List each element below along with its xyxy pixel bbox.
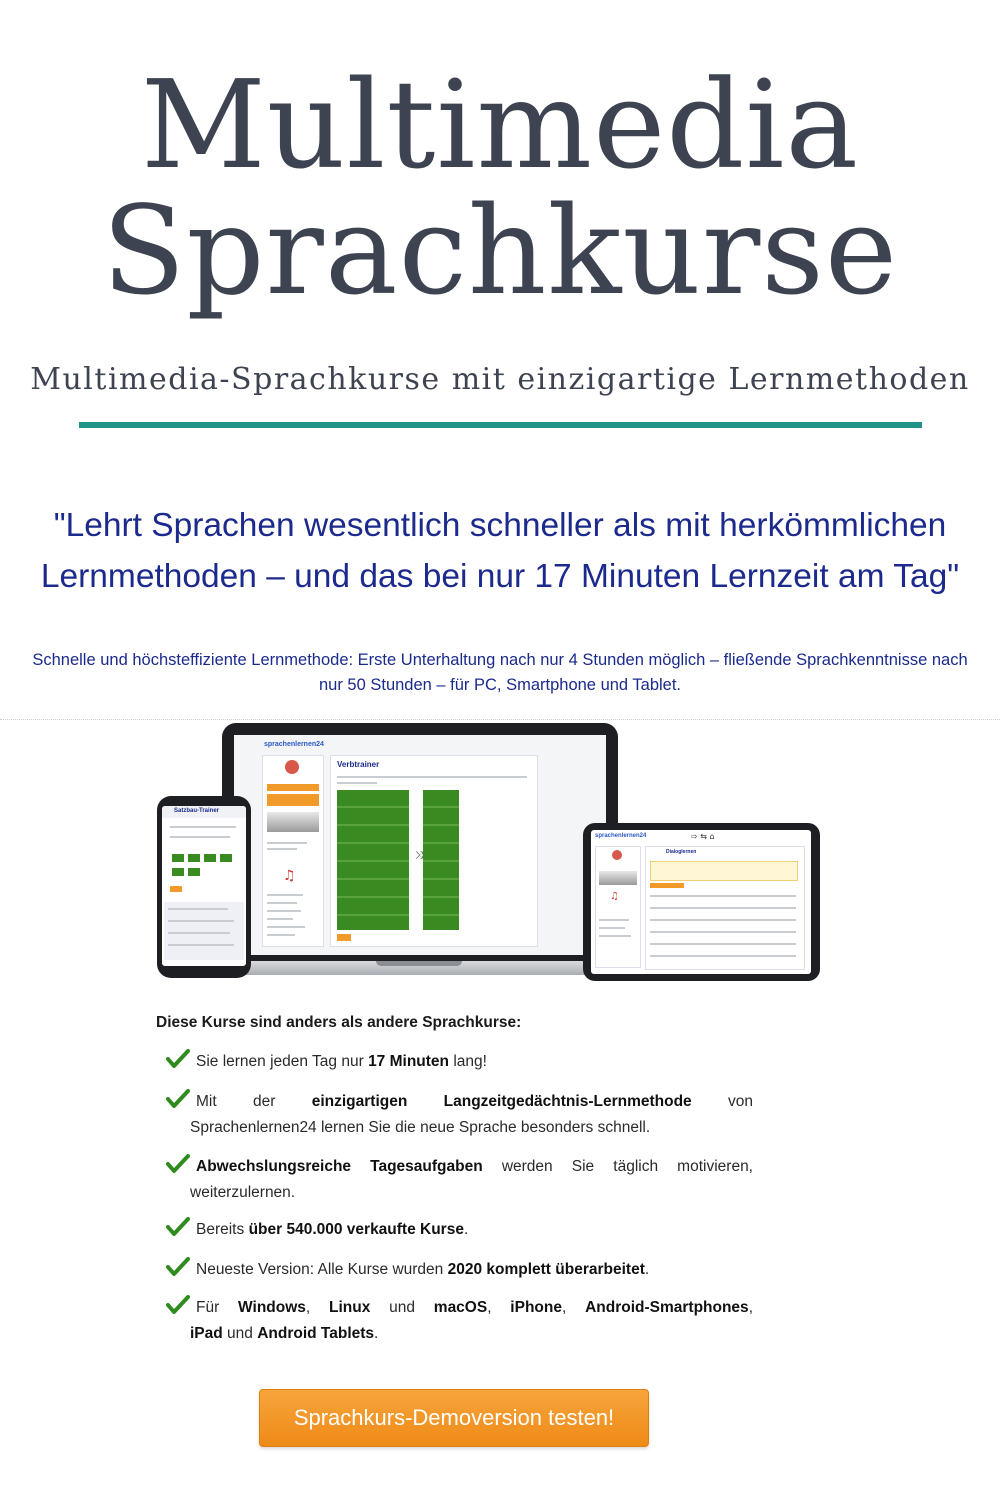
hero-title-line2: Sprachkurse	[101, 180, 899, 322]
feature-item: Sie lernen jeden Tag nur 17 Minuten lang!	[166, 1049, 753, 1075]
sidebar-chip	[267, 784, 319, 791]
intro-line2: nur 50 Stunden – für PC, Smartphone und Tablet.	[318, 676, 682, 694]
quote-line1: "Lehrt Sprachen wesentlich schneller als mit herkömmlichen	[53, 507, 947, 544]
laptop-logo: sprachenlernen24	[264, 741, 324, 748]
tablet-app-view	[591, 830, 811, 974]
feature-item: Für Windows, Linux und macOS, iPhone, Android-Smartphones, iPad und Android Tablets.	[166, 1295, 753, 1347]
avatar-icon	[612, 850, 622, 860]
laptop-app-view	[234, 735, 606, 955]
checkmark-icon	[166, 1217, 190, 1237]
laptop-notch	[376, 961, 462, 966]
laptop-panel-title: Verbtrainer	[337, 760, 380, 769]
checkmark-icon	[166, 1295, 190, 1315]
verb-column-right	[423, 790, 459, 930]
checkmark-icon	[166, 1049, 190, 1069]
phone-app-view	[162, 806, 246, 966]
phone-panel-title: Satzbau-Trainer	[174, 808, 220, 814]
quote-line2: Lernmethoden – und das bei nur 17 Minuten Lernzeit am Tag"	[40, 558, 960, 595]
tablet-notice	[650, 861, 798, 881]
tablet	[583, 823, 820, 981]
feature-item: Abwechslungsreiche Tagesaufgaben werden Sie täglich motivieren, weiterzulernen.	[166, 1154, 753, 1206]
laptop-main-panel	[330, 755, 538, 947]
feature-item: Bereits über 540.000 verkaufte Kurse.	[166, 1217, 753, 1243]
devices-illustration	[0, 720, 1000, 1010]
checkmark-icon	[166, 1154, 190, 1174]
check-button	[337, 934, 351, 941]
tablet-panel-title: Dialoglernen	[666, 849, 697, 855]
laptop-sidebar	[262, 755, 324, 947]
checkmark-icon	[166, 1089, 190, 1109]
shuffle-icon: ⤨	[415, 850, 423, 861]
feature-item: Mit der einzigartigen Langzeitgedächtnis-Lernmethode von Sprachenlernen24 lernen Sie die neue Sprache besonders schnell.	[166, 1089, 753, 1141]
verb-column-left	[337, 790, 409, 930]
music-note-icon: ♫	[283, 868, 296, 884]
sidebar-chip	[267, 794, 319, 806]
tablet-main-panel	[645, 846, 805, 970]
avatar-icon	[285, 760, 299, 774]
quote	[0, 500, 1000, 602]
skyline-image	[267, 812, 319, 832]
tablet-sidebar	[595, 846, 641, 968]
intro-text	[0, 648, 1000, 698]
laptop-screen	[222, 723, 618, 963]
accent-divider	[79, 422, 922, 428]
phone	[157, 796, 251, 978]
phone-list	[164, 902, 244, 960]
tablet-toolbar-icons: ⇨ ⇆ ⌂	[691, 832, 715, 841]
checkmark-icon	[166, 1257, 190, 1277]
hero-subtitle: Multimedia-Sprachkurse mit einzigartige Lernmethoden	[30, 362, 970, 397]
features-heading: Diese Kurse sind anders als andere Sprachkurse:	[156, 1014, 522, 1031]
feature-item: Neueste Version: Alle Kurse wurden 2020 komplett überarbeitet.	[166, 1257, 753, 1283]
intro-line1: Schnelle und höchsteffiziente Lernmethode: Erste Unterhaltung nach nur 4 Stunden möglich – fließende Sprachkenntnisse nach	[32, 651, 968, 669]
music-note-icon: ♫	[610, 891, 619, 902]
tablet-logo: sprachenlernen24	[595, 833, 647, 839]
hero-title	[0, 54, 1000, 322]
demo-version-button[interactable]: Sprachkurs-Demoversion testen!	[259, 1389, 649, 1447]
hero-title-line1: Multimedia	[140, 54, 860, 196]
